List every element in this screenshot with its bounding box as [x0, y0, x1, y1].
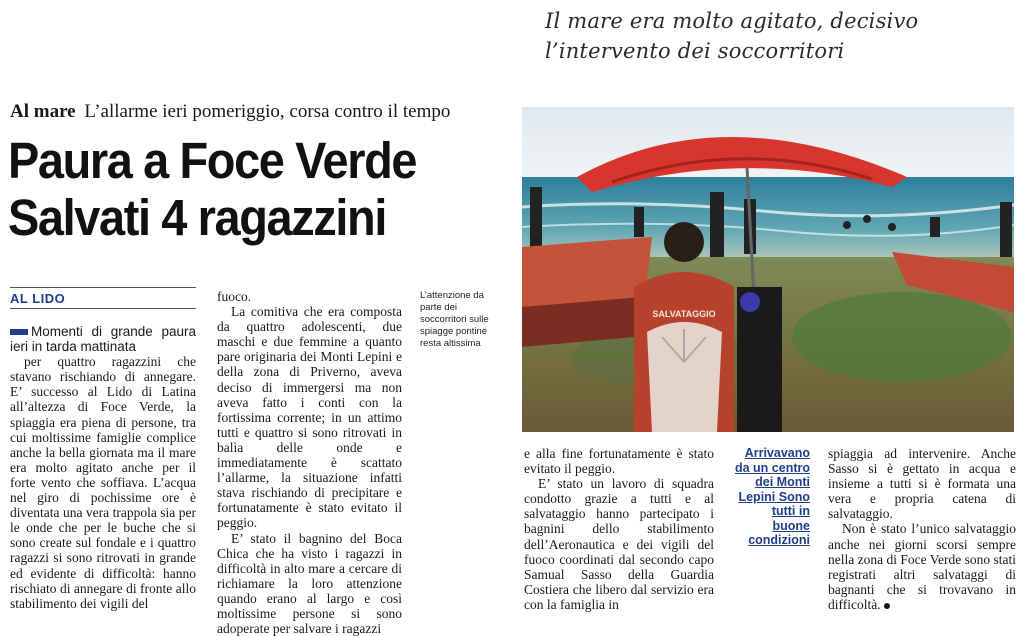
beach-photo	[522, 107, 1014, 432]
column1-body: per quattro ragazzini che stavano rischiando di annegare. E’ successo al Lido di Latina all’altezza di Foce Verde, la spiaggia era piena di persone, tra cui moltissime famiglie complice anche la bella giornata ma il mare era molto agitato anche per il forte vento che soffiava. L’acqua nel giro di pochissime ore è diventata una vera trappola sia per le onde che per le buche che si sono create sul fondale e i quattro ragazzi si sono ritrovati in grande ed evidente di difficoltà: hanno rischiato di annegare di fronte allo stabilimento dei vigili del	[10, 354, 196, 611]
headline	[8, 132, 468, 246]
section-label: AL LIDO	[10, 287, 196, 309]
kicker-bold: Al mare	[10, 101, 76, 122]
article-subtitle	[545, 6, 1015, 66]
beach-photo-illustration	[522, 107, 1014, 432]
column4-paragraph-0: spiaggia ad intervenire. Anche Sasso si è gettato in acqua e insieme a tutti si è formata una vera e propria catena di salvataggio.	[828, 446, 1016, 521]
column2-paragraph-2: E’ stato il bagnino del Boca Chica che ha visto i ragazzi in difficoltà in alto mare a cercare di richiamare la loro attenzione quando erano al largo e così moltissime persone si sono adoperate per salvare i ragazzi	[217, 531, 402, 636]
column4-paragraph-1-text: Non è stato l’unico salvataggio anche nei giorni scorsi sempre nella zona di Foce Verde sono stati registrati altri salvataggi di bagnanti che si trovavano in difficoltà.	[828, 521, 1016, 611]
column3-paragraph-0: e alla fine fortunatamente è stato evitato il peggio.	[524, 446, 714, 476]
pull-quote: Arrivavano da un centro dei Monti Lepini Sono tutti in buone condizioni	[732, 446, 810, 548]
subtitle-line-1: Il mare era molto agitato, decisivo	[545, 6, 1015, 36]
column4-paragraph-1	[828, 521, 1016, 612]
headline-line-2: Salvati 4 ragazzini	[8, 189, 468, 246]
kicker-text: L’allarme ieri pomeriggio, corsa contro il tempo	[84, 101, 450, 122]
photo-caption: L’attenzione da parte dei soccorritori sulle spiagge pontine resta altissima	[420, 290, 500, 350]
subtitle-line-2: l’intervento dei soccorritori	[545, 36, 1015, 66]
lead-text: Momenti di grande paura ieri in tarda mattinata	[10, 324, 196, 354]
lead-paragraph	[10, 324, 196, 354]
column3-paragraph-1: E’ stato un lavoro di squadra condotto grazie a tutti e al salvataggio hanno partecipato i bagnini dello stabilimento dell’Aeronautica e dei vigili del fuoco coordinati dal secondo capo Samual Sasso della Guardia Costiera che libero dal servizio era con la famiglia in	[524, 476, 714, 612]
kicker	[10, 100, 450, 124]
end-mark-icon	[884, 603, 890, 609]
article-column-4	[828, 446, 1016, 612]
column2-paragraph-1: La comitiva che era composta da quattro adolescenti, due maschi e due femmine a quanto pare originaria dei Monti Lepini e della zona di Priverno, aveva deciso di immergersi ma non aveva fatto i conti con la fortissima corrente; in un attimo tutti e quattro si sono ritrovati in balìa delle onde e immediatamente è scattato l’allarme, la situazione infatti stava rischiando di precipitare e fortunatamente è stato evitato il peggio.	[217, 304, 402, 530]
headline-line-1: Paura a Foce Verde	[8, 132, 468, 189]
lead-marker	[10, 329, 28, 335]
article-column-3	[524, 446, 714, 612]
lifeguard-shirt-text: SALVATAGGIO	[652, 309, 715, 319]
column2-paragraph-0: fuoco.	[217, 289, 402, 304]
article-column-1	[10, 324, 196, 611]
article-column-2	[217, 289, 402, 636]
